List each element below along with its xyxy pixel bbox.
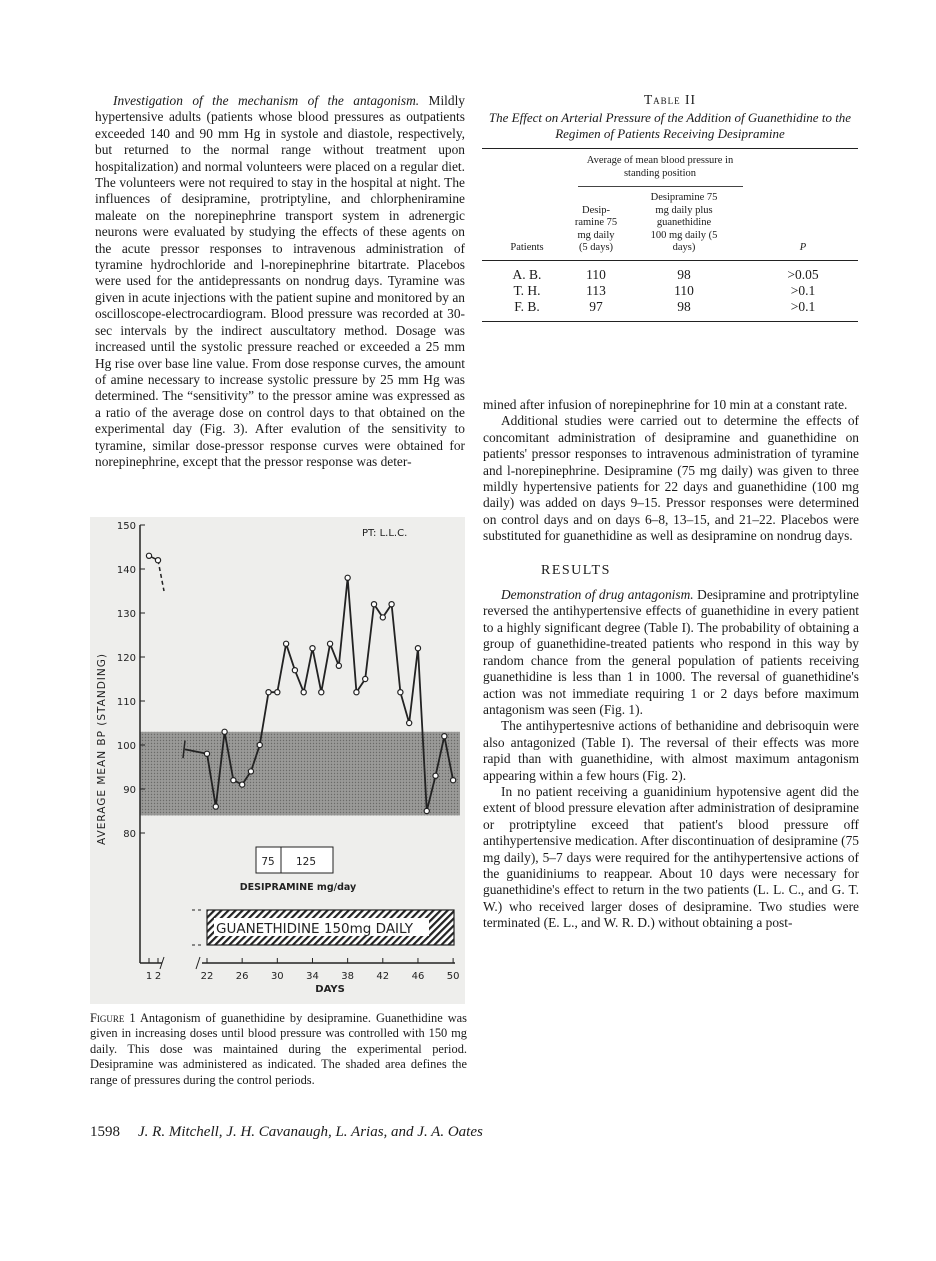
- data-point: [380, 615, 385, 620]
- caption-label: Figure 1: [90, 1011, 136, 1025]
- right-column: [483, 397, 859, 932]
- x-tick-label: 2: [154, 971, 162, 982]
- table-row: [482, 299, 858, 315]
- data-point: [371, 602, 376, 607]
- x-tick-label: 1: [145, 971, 153, 982]
- data-point: [327, 641, 332, 646]
- data-point: [398, 690, 403, 695]
- data-point: [222, 729, 227, 734]
- data-point: [240, 782, 245, 787]
- data-point: [204, 751, 209, 756]
- paragraph: mined after infusion of norepinephrine for 10 min at a constant rate.: [483, 397, 848, 412]
- guanethidine-label: GUANETHIDINE 150mg DAILY: [216, 921, 414, 937]
- table-cell: 110: [586, 266, 606, 282]
- x-tick-label: 42: [376, 971, 390, 982]
- data-point: [213, 804, 218, 809]
- data-point: [248, 769, 253, 774]
- control-range-band: [140, 732, 460, 816]
- figure-caption: Figure 1 Antagonism of guanethidine by desipramine. Guanethidine was given in increasing doses until blood pressure was controlled with 150 mg daily. This dose was maintained during the experimental period. Desipramine was administered as indicated. The shaded area defines the range of pressures during the control periods.: [90, 1011, 468, 1087]
- y-tick-label: 100: [116, 741, 136, 752]
- x-tick-label: 50: [446, 971, 460, 982]
- data-point: [146, 553, 151, 558]
- data-point: [155, 558, 160, 563]
- group-header: Average of mean blood pressure in standing position: [586, 155, 734, 179]
- col-header-p: P: [799, 242, 807, 253]
- y-tick-label: 140: [116, 565, 136, 576]
- figure-1: [90, 517, 465, 1004]
- table-cell: T. H.: [513, 282, 541, 298]
- table-ii: [482, 92, 858, 322]
- data-point: [310, 646, 315, 651]
- table-cell: >0.1: [790, 298, 816, 314]
- y-tick-label: 150: [116, 521, 136, 532]
- y-tick-label: 80: [123, 829, 136, 840]
- data-point: [407, 720, 412, 725]
- data-point: [319, 690, 324, 695]
- table-cell: 110: [674, 282, 694, 298]
- section-heading: Investigation of the mechanism of the antagonism.: [113, 93, 420, 108]
- x-tick-label: 46: [411, 971, 425, 982]
- data-point: [389, 602, 394, 607]
- methods-paragraph: Investigation of the mechanism of the antagonism. Mildly hypertensive adults (patients whose blood pressures as outpatients exceeded 140 and 90 mm Hg in systole and diastole, respectively, but returned to the normal range without treatment upon hospitalization) and normal volunteers were placed on a regular diet. The volunteers were not required to stay in the hospital at night. The influences of desipramine, protriptyline, and chlorpheniramine maleate on the norepinephrine transport system in adrenergic neurons were evaluated by studying the effects of these agents on the acute pressor responses to intravenous administration of tyramine hydrochloride and l-norepinephrine bitartrate. Placebos were used for the antidepressants on nondrug days. Tyramine was given in acute injections with the patient supine and monitored by an oscilloscope-electrocardiogram. Blood pressure was recorded at 30-sec intervals by the indirect auscultatory method. Dosage was increased until the systolic pressure reached or exceeded a 25 mm Hg rise over base line value. From dose response curves, the amount of amine necessary to increase systolic pressure by 25 mm Hg was determined. The “sensitivity” to the pressor amine was expressed as a ratio of the average dose on control days to that obtained on the experimental day (Fig. 3). After evalution of the sensitivity to tyramine, similar dose-pressor response curves were obtained for norepinephrine, except that the pressor response was deter-: [95, 93, 465, 469]
- data-point: [284, 641, 289, 646]
- data-point: [354, 690, 359, 695]
- y-tick-label: 120: [116, 653, 136, 664]
- paragraph: The antihypertesnive actions of bethanidine and debrisoquin were also antagonized (Table I). The reversal of their effects was more rapid than with guanethidine, with almost maximum antagonism appearing within a few hours (Fig. 2).: [483, 718, 859, 783]
- data-point: [292, 668, 297, 673]
- table-cell: F. B.: [514, 298, 540, 314]
- x-tick-label: 30: [270, 971, 284, 982]
- data-point: [266, 690, 271, 695]
- authors: J. R. Mitchell, J. H. Cavanaugh, L. Arias, and J. A. Oates: [138, 1124, 483, 1140]
- col-header-patients: Patients: [510, 242, 544, 253]
- results-heading: RESULTS: [541, 562, 611, 578]
- y-axis-label: AVERAGE MEAN BP (STANDING): [96, 653, 108, 845]
- data-point: [275, 690, 280, 695]
- table-row: [482, 261, 858, 283]
- x-tick-label: 22: [200, 971, 214, 982]
- paragraph: Demonstration of drug antagonism. Desipramine and protriptyline reversed the antihypertensive effects of guanethidine in every patient to a highly significant degree (Table I). The probability of obtaining a group of guanethidine-treated patients who respond in this way by random chance from the general population of patients receiving guanethidine is less than 1 in 1000. The reversal of guanethidine's action was not immediate requiring 1 or 2 days before maximum antagonism was seen (Fig. 1).: [483, 587, 859, 717]
- pre-treatment-dashed-line: [158, 560, 164, 591]
- patient-label: PT: L.L.C.: [362, 528, 408, 539]
- paragraph: In no patient receiving a guanidinium hypotensive agent did the extent of blood pressure elevation after administration of desipramine or protriptyline exceed that patient's blood pressure off antihypertensive medication. After discontinuation of desipramine (75 mg daily), 5–7 days were required for the antihypertensive actions of the guanidiniums to reappear. About 10 days were necessary for guanethidine's effect to return in the two patients (L. L. C., and G. T. W.) who received larger doses of desipramine. Two studies were terminated (E. L., and W. R. D.) without obtaining a post-: [483, 783, 859, 931]
- x-tick-label: 38: [341, 971, 355, 982]
- data-point: [451, 778, 456, 783]
- data-point: [424, 808, 429, 813]
- page-number: 1598: [90, 1124, 120, 1140]
- col-header-combination: Desipramine 75 mg daily plus guanethidine 100 mg daily (5 days): [650, 192, 718, 253]
- y-tick-label: 90: [123, 785, 136, 796]
- bp-chart: [90, 517, 465, 1004]
- left-column: [95, 93, 465, 470]
- data-point: [257, 742, 262, 747]
- table-title: Table II: [643, 92, 697, 107]
- x-axis-label: DAYS: [315, 984, 345, 995]
- y-tick-label: 110: [116, 697, 136, 708]
- table-subtitle: The Effect on Arterial Pressure of the Addition of Guanethidine to the Regimen of Patients Receiving Desipramine: [488, 110, 852, 141]
- table-cell: 113: [586, 282, 606, 298]
- data-point: [415, 646, 420, 651]
- table-cell: A. B.: [512, 266, 542, 282]
- table-cell: >0.05: [787, 266, 819, 282]
- data-point: [345, 575, 350, 580]
- paragraph: Additional studies were carried out to determine the effects of concomitant administration of desipramine and guanethidine on patients' pressor responses to intravenous administration of tyramine and l-norepinephrine. Desipramine (75 mg daily) was given to three mildly hypertensive patients for 22 days and guanethidine (100 mg daily) was added on days 9–15. Pressor responses were determined on control days and on days 6–8, 13–15, and 21–22. Placebos were substituted for guanethidine as well as desipramine on nondrug days.: [483, 413, 859, 544]
- y-tick-label: 130: [116, 609, 136, 620]
- table-cell: 98: [677, 298, 691, 314]
- desipramine-dose-75: 75: [261, 856, 275, 868]
- desipramine-caption: DESIPRAMINE mg/day: [239, 882, 357, 893]
- table-cell: 98: [677, 266, 691, 282]
- data-point: [301, 690, 306, 695]
- page-footer: [90, 1124, 483, 1141]
- axis-break: [196, 957, 200, 969]
- data-point: [363, 676, 368, 681]
- data-point: [336, 663, 341, 668]
- col-header-desipramine: Desip- ramine 75 mg daily (5 days): [574, 204, 618, 253]
- table-cell: 97: [589, 298, 603, 314]
- x-tick-label: 34: [306, 971, 319, 982]
- desipramine-dose-125: 125: [295, 856, 317, 868]
- table-cell: >0.1: [790, 282, 816, 298]
- table-row: [482, 283, 858, 299]
- data-point: [442, 734, 447, 739]
- data-point: [433, 773, 438, 778]
- data-point: [231, 778, 236, 783]
- x-tick-label: 26: [235, 971, 249, 982]
